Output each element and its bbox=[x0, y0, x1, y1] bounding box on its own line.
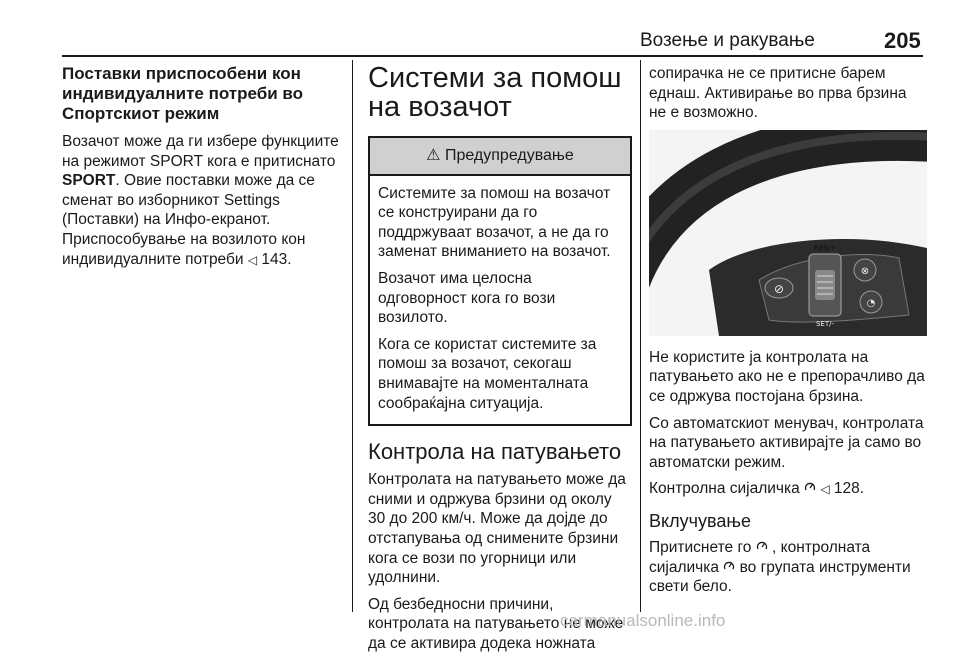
sport-mode-heading: Поставки приспособени кон индивидуалните потреби во Спортскиот режим bbox=[62, 64, 304, 123]
column-2 bbox=[368, 64, 632, 660]
activation-paragraph bbox=[649, 538, 927, 597]
svg-text:⊘: ⊘ bbox=[773, 281, 785, 296]
page-reference-icon: ◁ bbox=[247, 252, 258, 267]
body-paragraph: Не користите ја контролата на патувањето ако не е препорачливо да се одржува постојана брзина. bbox=[649, 348, 925, 405]
warning-paragraph: Возачот има целосна одговорност кога го вози возилото. bbox=[378, 269, 556, 327]
cruise-control-icon bbox=[756, 539, 772, 556]
column-3 bbox=[649, 64, 927, 604]
header-rule bbox=[62, 55, 923, 57]
page-reference[interactable]: 128. bbox=[829, 480, 865, 498]
warning-paragraph: Системите за помош на возачот се конструирани да го поддржуваат возачот, а не да го заменат вниманието на возачот. bbox=[378, 184, 611, 261]
column-divider-2 bbox=[640, 60, 641, 612]
res-label: RES/+ bbox=[814, 243, 836, 252]
text-span: Притиснете го bbox=[649, 538, 756, 556]
watermark: carmanualsonline.info bbox=[560, 611, 726, 630]
control-lamp-paragraph bbox=[649, 479, 927, 500]
svg-text:⊗: ⊗ bbox=[860, 265, 870, 277]
text-span: Возачот може да ги избере функциите на режимот SPORT кога е притиснато bbox=[62, 133, 339, 170]
warning-header bbox=[370, 138, 630, 176]
section-title: Системи за помош на возачот bbox=[368, 62, 622, 123]
text-span: , контролната сијаличка bbox=[649, 538, 871, 576]
page-reference-icon: ◁ bbox=[820, 482, 830, 497]
warning-box bbox=[368, 136, 632, 426]
text-span: Контролна сијаличка bbox=[649, 480, 805, 498]
sport-button-label: SPORT bbox=[62, 172, 116, 190]
column-divider-1 bbox=[352, 60, 353, 612]
cruise-control-heading: Контрола на патувањето bbox=[368, 439, 622, 465]
activation-heading: Вклучување bbox=[649, 510, 751, 531]
sport-mode-paragraph bbox=[62, 132, 340, 270]
warning-body bbox=[370, 176, 630, 425]
text-span: во групата инструменти свети бело. bbox=[649, 558, 911, 596]
svg-text:◔: ◔ bbox=[866, 297, 876, 309]
body-paragraph: Од безбедносни причини, контролата на патувањето не може да се активира додека ножната bbox=[368, 595, 624, 652]
cruise-control-icon bbox=[723, 559, 739, 576]
warning-label: Предупредување bbox=[444, 147, 574, 164]
cruise-control-icon bbox=[804, 480, 820, 497]
warning-paragraph: Кога се користат системите за помош за возачот, секогаш внимавајте на моменталната сообраќајна ситуација. bbox=[378, 335, 597, 412]
steering-wheel-illustration bbox=[649, 130, 927, 336]
steering-wheel-figure bbox=[649, 130, 927, 336]
body-paragraph: Со автоматскиот менувач, контролата на патувањето активирајте ја само во автоматски режим. bbox=[649, 414, 924, 471]
set-label: SET/- bbox=[815, 319, 835, 328]
text-span: . Овие поставки може да се сменат во изборникот Settings (Поставки) на Инфо-екранот. Приспособување на возилото кон индивидуалните потреби bbox=[62, 172, 315, 268]
body-paragraph: Контролата на патувањето може да сними и одржува брзини од околу 30 до 200 км/ч. Може да дојде до отстапувања од снимените брзини кога се вози по угорници или удолнини. bbox=[368, 471, 626, 587]
page-reference[interactable]: 143. bbox=[257, 250, 292, 268]
column-1 bbox=[62, 64, 340, 277]
page-number: 205 bbox=[884, 28, 921, 53]
page-header-title: Возење и ракување bbox=[640, 30, 815, 51]
body-paragraph: сопирачка не се притисне барем еднаш. Активирање во прва брзина не е возможно. bbox=[649, 65, 907, 122]
warning-triangle-icon: ⚠ bbox=[426, 147, 441, 164]
